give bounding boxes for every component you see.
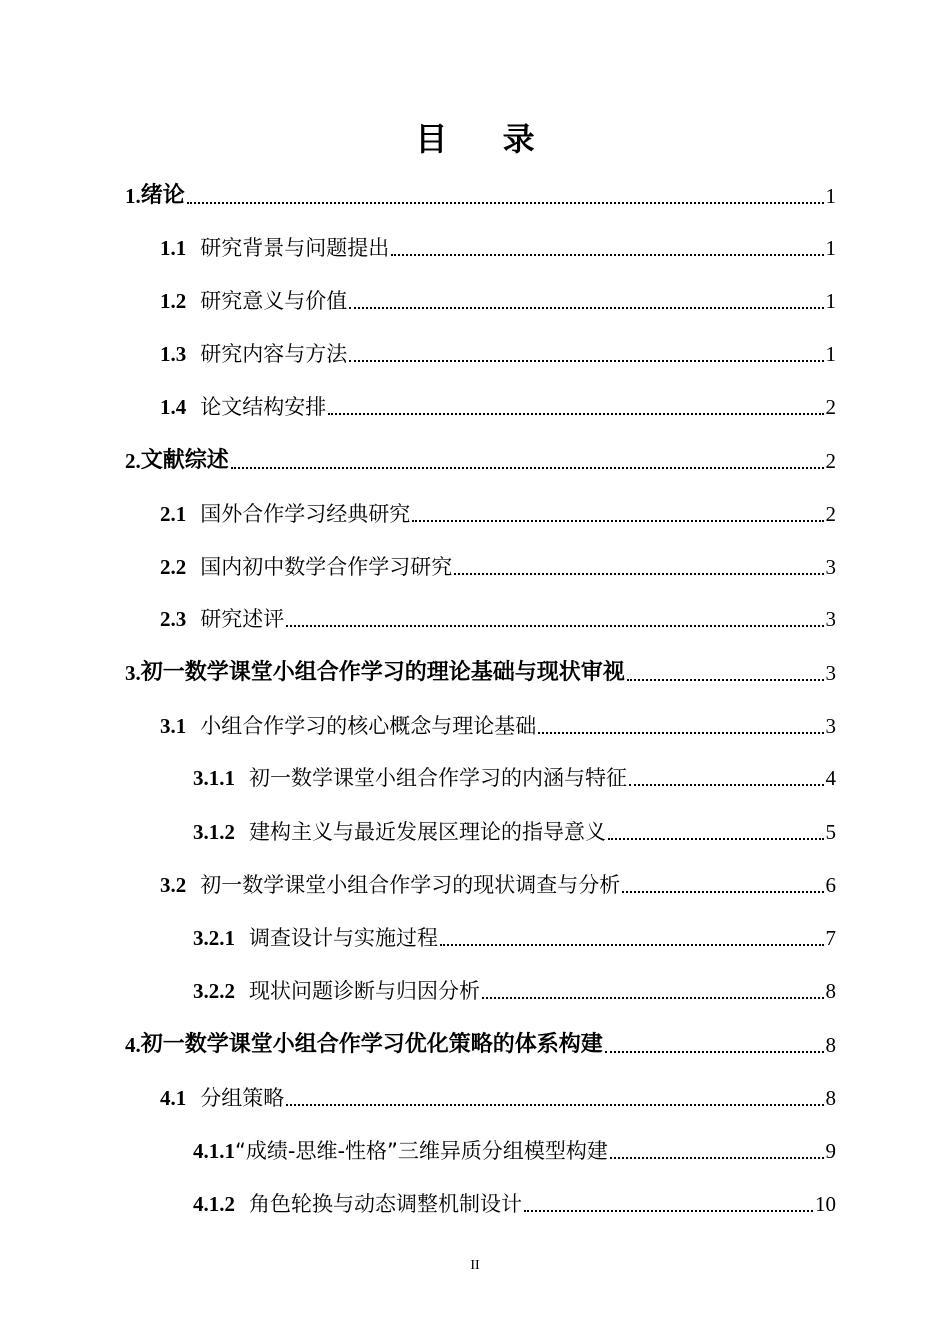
toc-entry-page: 9 bbox=[825, 1139, 836, 1163]
dot-leader bbox=[440, 944, 824, 946]
toc-entry[interactable] bbox=[160, 711, 836, 741]
toc-entry-number: 1. bbox=[125, 184, 141, 208]
toc-entry[interactable] bbox=[125, 1030, 836, 1060]
dot-leader bbox=[231, 467, 824, 469]
dot-leader bbox=[187, 202, 824, 204]
dot-leader bbox=[286, 1104, 823, 1106]
dot-leader bbox=[286, 625, 823, 627]
toc-entry-title: 小组合作学习的核心概念与理论基础 bbox=[200, 714, 537, 738]
dot-leader bbox=[608, 838, 824, 840]
toc-entry-page: 8 bbox=[825, 1033, 836, 1057]
toc-entry[interactable] bbox=[160, 392, 836, 422]
toc-entry-page: 3 bbox=[825, 607, 836, 631]
toc-entry-number: 1.4 bbox=[160, 395, 187, 419]
toc-entry-page: 8 bbox=[825, 979, 836, 1003]
toc-entry-number: 3.2.2 bbox=[193, 979, 235, 1003]
toc-entry-title: 初一数学课堂小组合作学习优化策略的体系构建 bbox=[140, 1032, 603, 1057]
toc-entry[interactable] bbox=[193, 1189, 836, 1219]
toc-entry-title: 研究内容与方法 bbox=[200, 342, 348, 366]
dot-leader bbox=[629, 784, 824, 786]
toc-entry[interactable] bbox=[160, 233, 836, 263]
toc-entry-page: 3 bbox=[825, 661, 836, 685]
toc-entry-number: 1.2 bbox=[160, 289, 187, 313]
toc-entry-title: 分组策略 bbox=[200, 1086, 285, 1110]
toc-entry-title: 研究意义与价值 bbox=[200, 289, 348, 313]
toc-entry-number: 1.1 bbox=[160, 236, 187, 260]
toc-entry[interactable] bbox=[160, 1083, 836, 1113]
dot-leader bbox=[605, 1051, 824, 1053]
toc-entry-page: 1 bbox=[825, 289, 836, 313]
dot-leader bbox=[610, 1157, 824, 1159]
toc-entry-number: 4.1.1 bbox=[193, 1139, 235, 1163]
toc-title: 目 录 bbox=[415, 120, 557, 158]
toc-entry[interactable] bbox=[160, 286, 836, 316]
toc-entry-page: 2 bbox=[825, 395, 836, 419]
toc-entry-page: 3 bbox=[825, 714, 836, 738]
toc-entry-number: 4.1.2 bbox=[193, 1192, 235, 1216]
dot-leader bbox=[627, 679, 824, 681]
toc-entry-number: 4. bbox=[125, 1033, 141, 1057]
toc-entry-title: 研究背景与问题提出 bbox=[200, 236, 390, 260]
toc-entry-page: 4 bbox=[825, 766, 836, 790]
toc-entry[interactable] bbox=[160, 339, 836, 369]
toc-entry[interactable] bbox=[125, 658, 836, 688]
toc-entry-title: 文献综述 bbox=[140, 448, 229, 473]
page-number-footer: II bbox=[470, 1258, 480, 1273]
toc-entry-page: 3 bbox=[825, 555, 836, 579]
toc-entry-title: 初一数学课堂小组合作学习的现状调查与分析 bbox=[200, 873, 621, 897]
toc-entry-number: 1.3 bbox=[160, 342, 187, 366]
toc-entry-page: 5 bbox=[825, 820, 836, 844]
toc-entry[interactable] bbox=[193, 763, 836, 793]
toc-entry-number: 3.2 bbox=[160, 873, 187, 897]
toc-entry-title: 建构主义与最近发展区理论的指导意义 bbox=[249, 820, 606, 844]
dot-leader bbox=[349, 360, 823, 362]
toc-entry-number: 3.2.1 bbox=[193, 926, 235, 950]
toc-entry-page: 1 bbox=[825, 236, 836, 260]
toc-entry[interactable] bbox=[193, 923, 836, 953]
toc-entry[interactable] bbox=[193, 1136, 836, 1166]
toc-entry[interactable] bbox=[125, 181, 836, 211]
dot-leader bbox=[538, 732, 823, 734]
toc-entry-title: 初一数学课堂小组合作学习的内涵与特征 bbox=[249, 766, 627, 790]
toc-entry[interactable] bbox=[193, 817, 836, 847]
toc-entry-number: 2.3 bbox=[160, 607, 187, 631]
dot-leader bbox=[482, 997, 824, 999]
dot-leader bbox=[391, 254, 823, 256]
toc-entry-title: 角色轮换与动态调整机制设计 bbox=[249, 1192, 522, 1216]
toc-entry-title: “成绩-思维-性格”三维异质分组模型构建 bbox=[235, 1139, 608, 1163]
toc-entry-title: 调查设计与实施过程 bbox=[249, 926, 438, 950]
toc-entry[interactable] bbox=[193, 976, 836, 1006]
toc-entry-title: 论文结构安排 bbox=[200, 395, 327, 419]
toc-entry-title: 国内初中数学合作学习研究 bbox=[200, 555, 453, 579]
dot-leader bbox=[524, 1210, 813, 1212]
toc-entry-title: 研究述评 bbox=[200, 607, 285, 631]
toc-entry-number: 3.1.1 bbox=[193, 766, 235, 790]
toc-entry-page: 2 bbox=[825, 449, 836, 473]
toc-entry[interactable] bbox=[160, 552, 836, 582]
toc-entry-number: 4.1 bbox=[160, 1086, 187, 1110]
toc-entry-number: 3. bbox=[125, 661, 141, 685]
toc-entry[interactable] bbox=[160, 870, 836, 900]
toc-entry-title: 初一数学课堂小组合作学习的理论基础与现状审视 bbox=[140, 660, 625, 685]
toc-entry-page: 1 bbox=[825, 342, 836, 366]
toc-entry-page: 1 bbox=[825, 184, 836, 208]
dot-leader bbox=[412, 520, 823, 522]
dot-leader bbox=[328, 413, 823, 415]
dot-leader bbox=[622, 891, 823, 893]
toc-entry-number: 3.1.2 bbox=[193, 820, 235, 844]
toc-entry-title: 绪论 bbox=[140, 183, 185, 208]
toc-entry-page: 8 bbox=[825, 1086, 836, 1110]
toc-entry-number: 3.1 bbox=[160, 714, 187, 738]
toc-entry-page: 6 bbox=[825, 873, 836, 897]
toc-entry-number: 2. bbox=[125, 449, 141, 473]
toc-entry-title: 国外合作学习经典研究 bbox=[200, 502, 411, 526]
toc-entry-page: 10 bbox=[815, 1192, 836, 1216]
toc-entry[interactable] bbox=[160, 604, 836, 634]
dot-leader bbox=[454, 573, 823, 575]
toc-entry-page: 2 bbox=[825, 502, 836, 526]
toc-entry-title: 现状问题诊断与归因分析 bbox=[249, 979, 480, 1003]
dot-leader bbox=[349, 307, 823, 309]
toc-entry[interactable] bbox=[125, 446, 836, 476]
toc-entry[interactable] bbox=[160, 499, 836, 529]
toc-entry-page: 7 bbox=[825, 926, 836, 950]
toc-entry-number: 2.1 bbox=[160, 502, 187, 526]
toc-entry-number: 2.2 bbox=[160, 555, 187, 579]
